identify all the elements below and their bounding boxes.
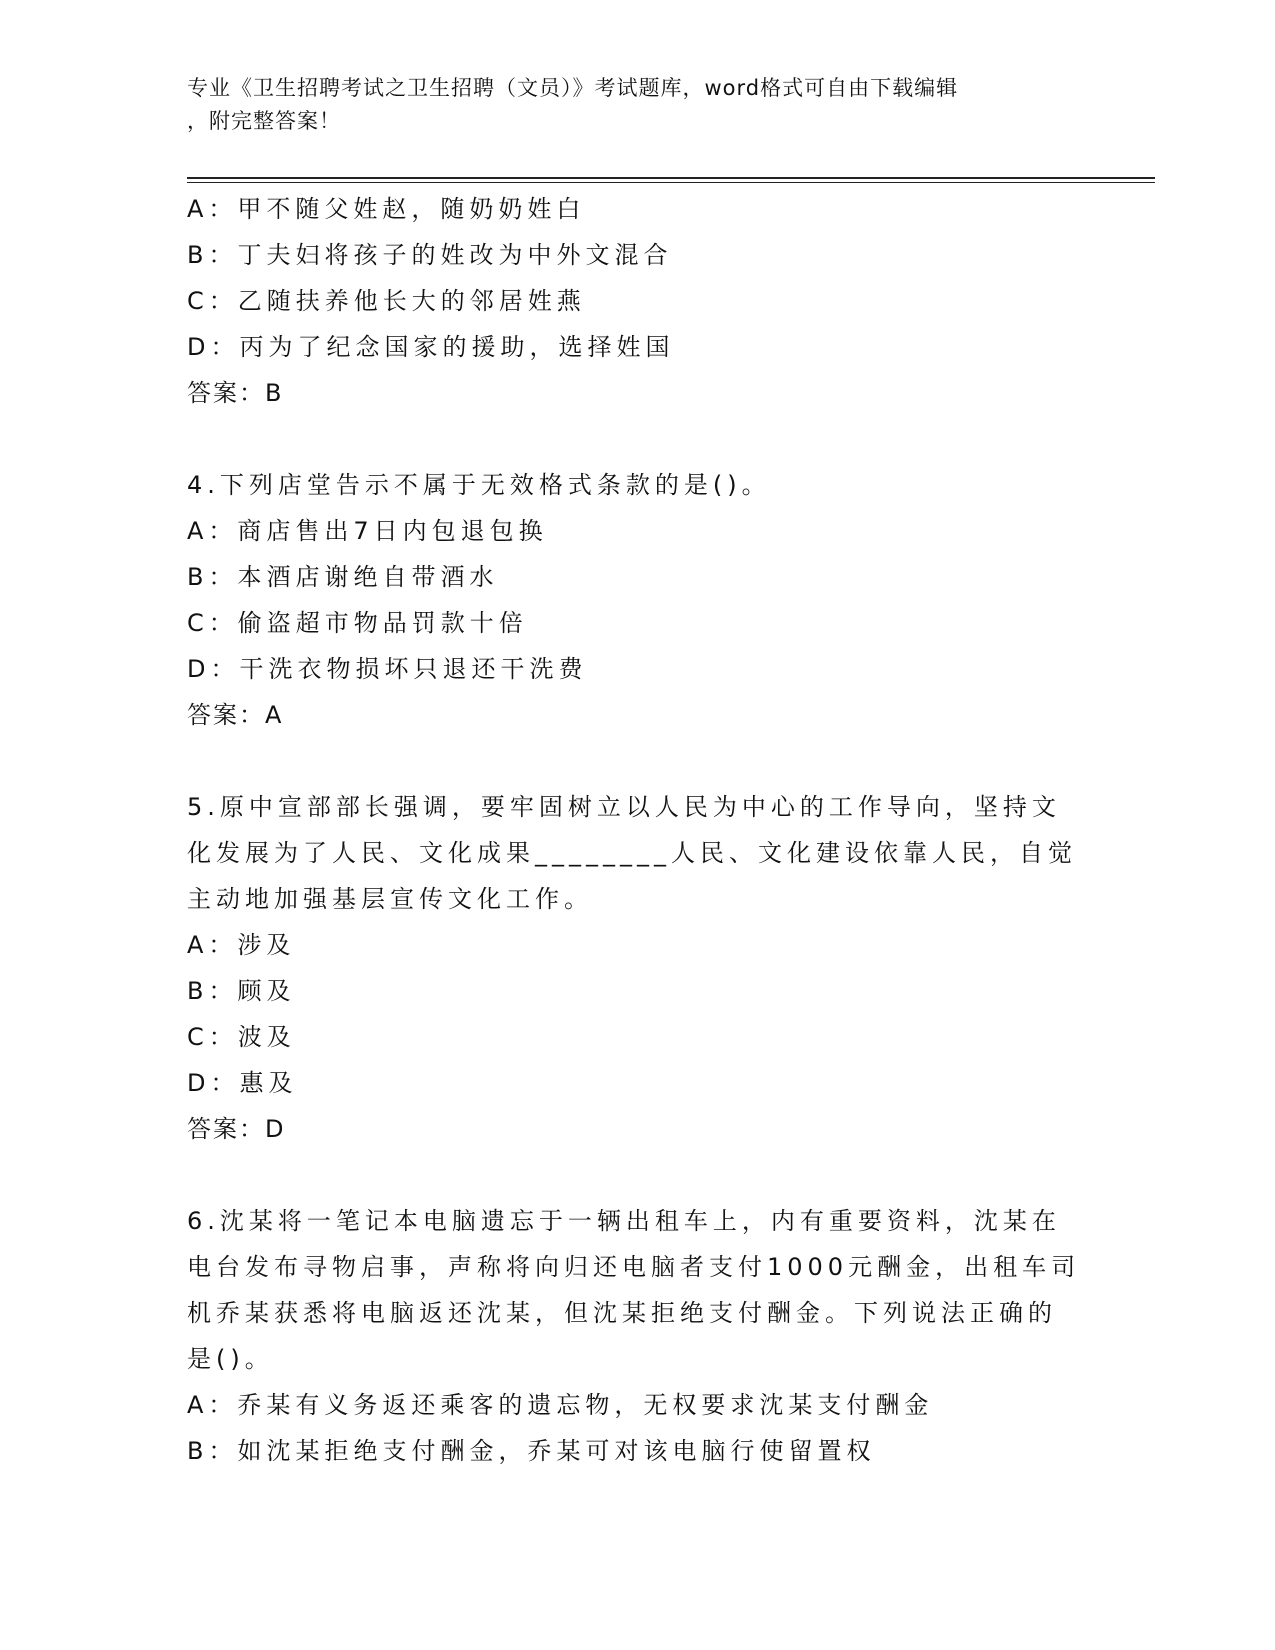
question-stem-line: 化发展为了人民、文化成果________人民、文化建设依靠人民，自觉 [187,839,1077,867]
option-d: D：丙为了纪念国家的援助，选择姓国 [187,333,675,361]
question-stem-line: 是()。 [187,1345,274,1373]
question-6 [187,1198,1081,1474]
answer: 答案：D [187,1115,286,1143]
header-line-2: ，附完整答案！ [187,109,341,133]
option-b: B：顾及 [187,977,296,1005]
question-stem-line: 5.原中宣部部长强调，要牢固树立以人民为中心的工作导向，坚持文 [187,793,1061,821]
option-a: A：甲不随父姓赵，随奶奶姓白 [187,195,586,223]
option-c: C：偷盗超市物品罚款十倍 [187,609,528,637]
question-stem-line: 机乔某获悉将电脑返还沈某，但沈某拒绝支付酬金。下列说法正确的 [187,1299,1057,1327]
option-c: C：乙随扶养他长大的邻居姓燕 [187,287,586,315]
option-d: D：干洗衣物损坏只退还干洗费 [187,655,588,683]
question-stem-line: 6.沈某将一笔记本电脑遗忘于一辆出租车上，内有重要资料，沈某在 [187,1207,1061,1235]
question-4 [187,462,1067,738]
option-b: B：如沈某拒绝支付酬金，乔某可对该电脑行使留置权 [187,1437,876,1465]
header-rule-thick [187,177,1155,179]
option-b: B：丁夫妇将孩子的姓改为中外文混合 [187,241,673,269]
header-rule-thin [187,182,1155,183]
answer: 答案：B [187,379,284,407]
question-5 [187,784,1077,1152]
question-stem-line: 主动地加强基层宣传文化工作。 [187,885,593,913]
option-a: A：涉及 [187,931,296,959]
option-a: A：乔某有义务返还乘客的遗忘物，无权要求沈某支付酬金 [187,1391,934,1419]
document-body [187,186,1081,1474]
header-line-1: 专业《卫生招聘考试之卫生招聘（文员）》考试题库，word格式可自由下载编辑 [187,76,959,100]
option-a: A：商店售出7日内包退包换 [187,517,548,545]
option-c: C：波及 [187,1023,296,1051]
answer: 答案：A [187,701,284,729]
option-d: D：惠及 [187,1069,298,1097]
question-3 [187,186,1067,416]
question-stem: 4.下列店堂告示不属于无效格式条款的是()。 [187,471,771,499]
option-b: B：本酒店谢绝自带酒水 [187,563,499,591]
question-stem-line: 电台发布寻物启事，声称将向归还电脑者支付1000元酬金，出租车司 [187,1253,1081,1281]
document-header [187,72,1067,138]
